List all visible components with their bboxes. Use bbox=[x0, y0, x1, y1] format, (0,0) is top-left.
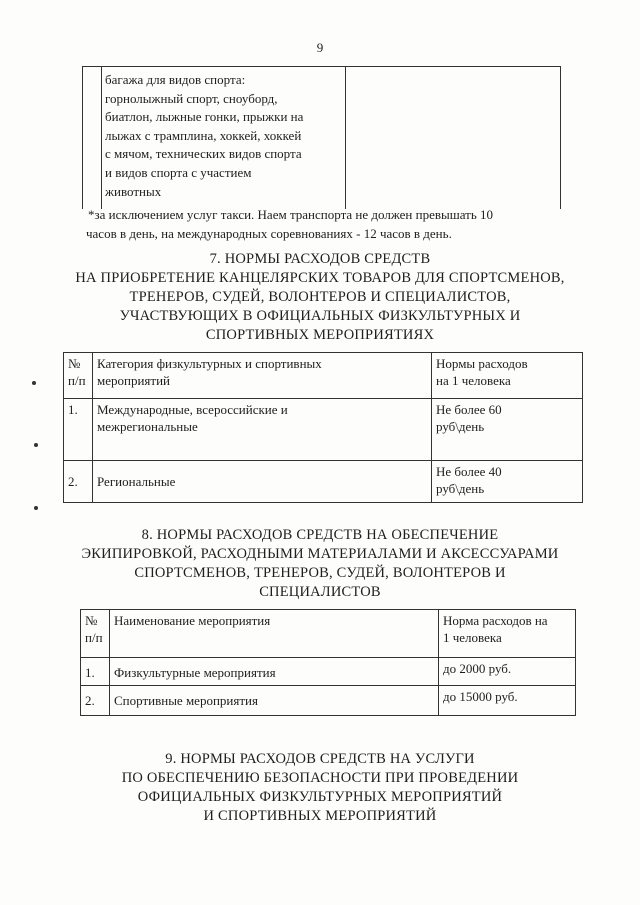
header-text: Категория физкультурных и спортивных bbox=[97, 356, 322, 371]
column-divider bbox=[101, 67, 102, 209]
column-divider bbox=[560, 67, 561, 209]
cell-category bbox=[93, 461, 432, 503]
table-row bbox=[64, 461, 583, 503]
cell-text: Не более 40 bbox=[436, 464, 502, 479]
header-num bbox=[81, 610, 110, 658]
table-header-row bbox=[64, 353, 583, 399]
cell-num: 2. bbox=[81, 686, 110, 716]
header-text: п/п bbox=[68, 373, 86, 388]
title-line: НА ПРИОБРЕТЕНИЕ КАНЦЕЛЯРСКИХ ТОВАРОВ ДЛЯ СПОРТСМЕНОВ, bbox=[75, 270, 565, 286]
cell-text: Международные, всероссийские и bbox=[97, 402, 288, 417]
title-line: ЭКИПИРОВКОЙ, РАСХОДНЫМИ МАТЕРИАЛАМИ И АКСЕССУАРАМИ bbox=[81, 546, 559, 562]
text-line: лыжах с трамплина, хоккей, хоккей bbox=[105, 127, 302, 143]
header-norm bbox=[439, 610, 576, 658]
header-norm bbox=[432, 353, 583, 399]
footnote-line: часов в день, на международных соревнованиях - 12 часов в день. bbox=[86, 226, 452, 241]
cell-num: 1. bbox=[64, 399, 93, 461]
header-text: мероприятий bbox=[97, 373, 170, 388]
header-name bbox=[110, 610, 439, 658]
cell-norm: до 15000 руб. bbox=[439, 686, 576, 716]
header-text: № bbox=[68, 356, 81, 371]
footnote bbox=[88, 205, 583, 243]
title-line: ОФИЦИАЛЬНЫХ ФИЗКУЛЬТУРНЫХ МЕРОПРИЯТИЙ bbox=[137, 789, 503, 805]
continued-table bbox=[82, 66, 561, 209]
cell-norm: до 2000 руб. bbox=[439, 658, 576, 686]
title-line: ТРЕНЕРОВ, СУДЕЙ, ВОЛОНТЕРОВ И СПЕЦИАЛИСТОВ, bbox=[129, 289, 511, 305]
cell-num: 1. bbox=[81, 658, 110, 686]
header-text: Норма расходов на bbox=[443, 613, 548, 628]
text-line: с мячом, технических видов спорта bbox=[105, 146, 302, 162]
title-line: УЧАСТВУЮЩИХ В ОФИЦИАЛЬНЫХ ФИЗКУЛЬТУРНЫХ И bbox=[119, 308, 521, 324]
cell-norm bbox=[432, 461, 583, 503]
text-line: животных bbox=[105, 183, 162, 199]
header-text: на 1 человека bbox=[436, 373, 511, 388]
cell-name: Физкультурные мероприятия bbox=[110, 658, 439, 686]
cell-text: руб\день bbox=[436, 481, 485, 496]
text-line: биатлон, лыжные гонки, прыжки на bbox=[105, 109, 304, 125]
continued-cell-text bbox=[105, 71, 337, 201]
title-line: ПО ОБЕСПЕЧЕНИЮ БЕЗОПАСНОСТИ ПРИ ПРОВЕДЕНИИ bbox=[121, 770, 519, 786]
title-line: СПЕЦИАЛИСТОВ bbox=[259, 584, 381, 600]
cell-category bbox=[93, 399, 432, 461]
binding-mark bbox=[34, 443, 38, 447]
section-8-title bbox=[60, 526, 580, 602]
header-text: Нормы расходов bbox=[436, 356, 528, 371]
section-7-title bbox=[60, 250, 580, 345]
title-line: СПОРТСМЕНОВ, ТРЕНЕРОВ, СУДЕЙ, ВОЛОНТЕРОВ И bbox=[134, 565, 506, 581]
header-text: п/п bbox=[85, 630, 103, 645]
page-number: 9 bbox=[316, 40, 324, 55]
title-line: СПОРТИВНЫХ МЕРОПРИЯТИЯХ bbox=[205, 327, 435, 343]
title-line: И СПОРТИВНЫХ МЕРОПРИЯТИЙ bbox=[203, 808, 437, 824]
header-text: 1 человека bbox=[443, 630, 502, 645]
section-7-table bbox=[63, 352, 583, 503]
header-text: № bbox=[85, 613, 98, 628]
column-divider bbox=[345, 67, 346, 209]
table-row bbox=[81, 686, 576, 716]
cell-text: Не более 60 bbox=[436, 402, 502, 417]
section-8-table bbox=[80, 609, 576, 716]
cell-norm bbox=[432, 399, 583, 461]
text-line: горнолыжный спорт, сноуборд, bbox=[105, 90, 278, 106]
text-line: багажа для видов спорта: bbox=[105, 72, 246, 87]
binding-mark bbox=[32, 381, 36, 385]
footnote-line: *за исключением услуг такси. Наем транспорта не должен превышать 10 bbox=[88, 207, 494, 222]
header-category bbox=[93, 353, 432, 399]
binding-mark bbox=[34, 506, 38, 510]
title-line: 7. НОРМЫ РАСХОДОВ СРЕДСТВ bbox=[209, 251, 431, 267]
cell-num: 2. bbox=[64, 461, 93, 503]
table-row bbox=[81, 658, 576, 686]
header-text: Наименование мероприятия bbox=[114, 613, 271, 628]
cell-name: Спортивные мероприятия bbox=[110, 686, 439, 716]
cell-text: руб\день bbox=[436, 419, 485, 434]
section-9-title bbox=[60, 750, 580, 826]
text-line: и видов спорта с участием bbox=[105, 164, 252, 180]
table-header-row bbox=[81, 610, 576, 658]
title-line: 8. НОРМЫ РАСХОДОВ СРЕДСТВ НА ОБЕСПЕЧЕНИЕ bbox=[141, 527, 499, 543]
title-line: 9. НОРМЫ РАСХОДОВ СРЕДСТВ НА УСЛУГИ bbox=[165, 751, 475, 767]
cell-text: Региональные bbox=[97, 474, 176, 489]
table-row bbox=[64, 399, 583, 461]
cell-text: межрегиональные bbox=[97, 419, 198, 434]
header-num bbox=[64, 353, 93, 399]
